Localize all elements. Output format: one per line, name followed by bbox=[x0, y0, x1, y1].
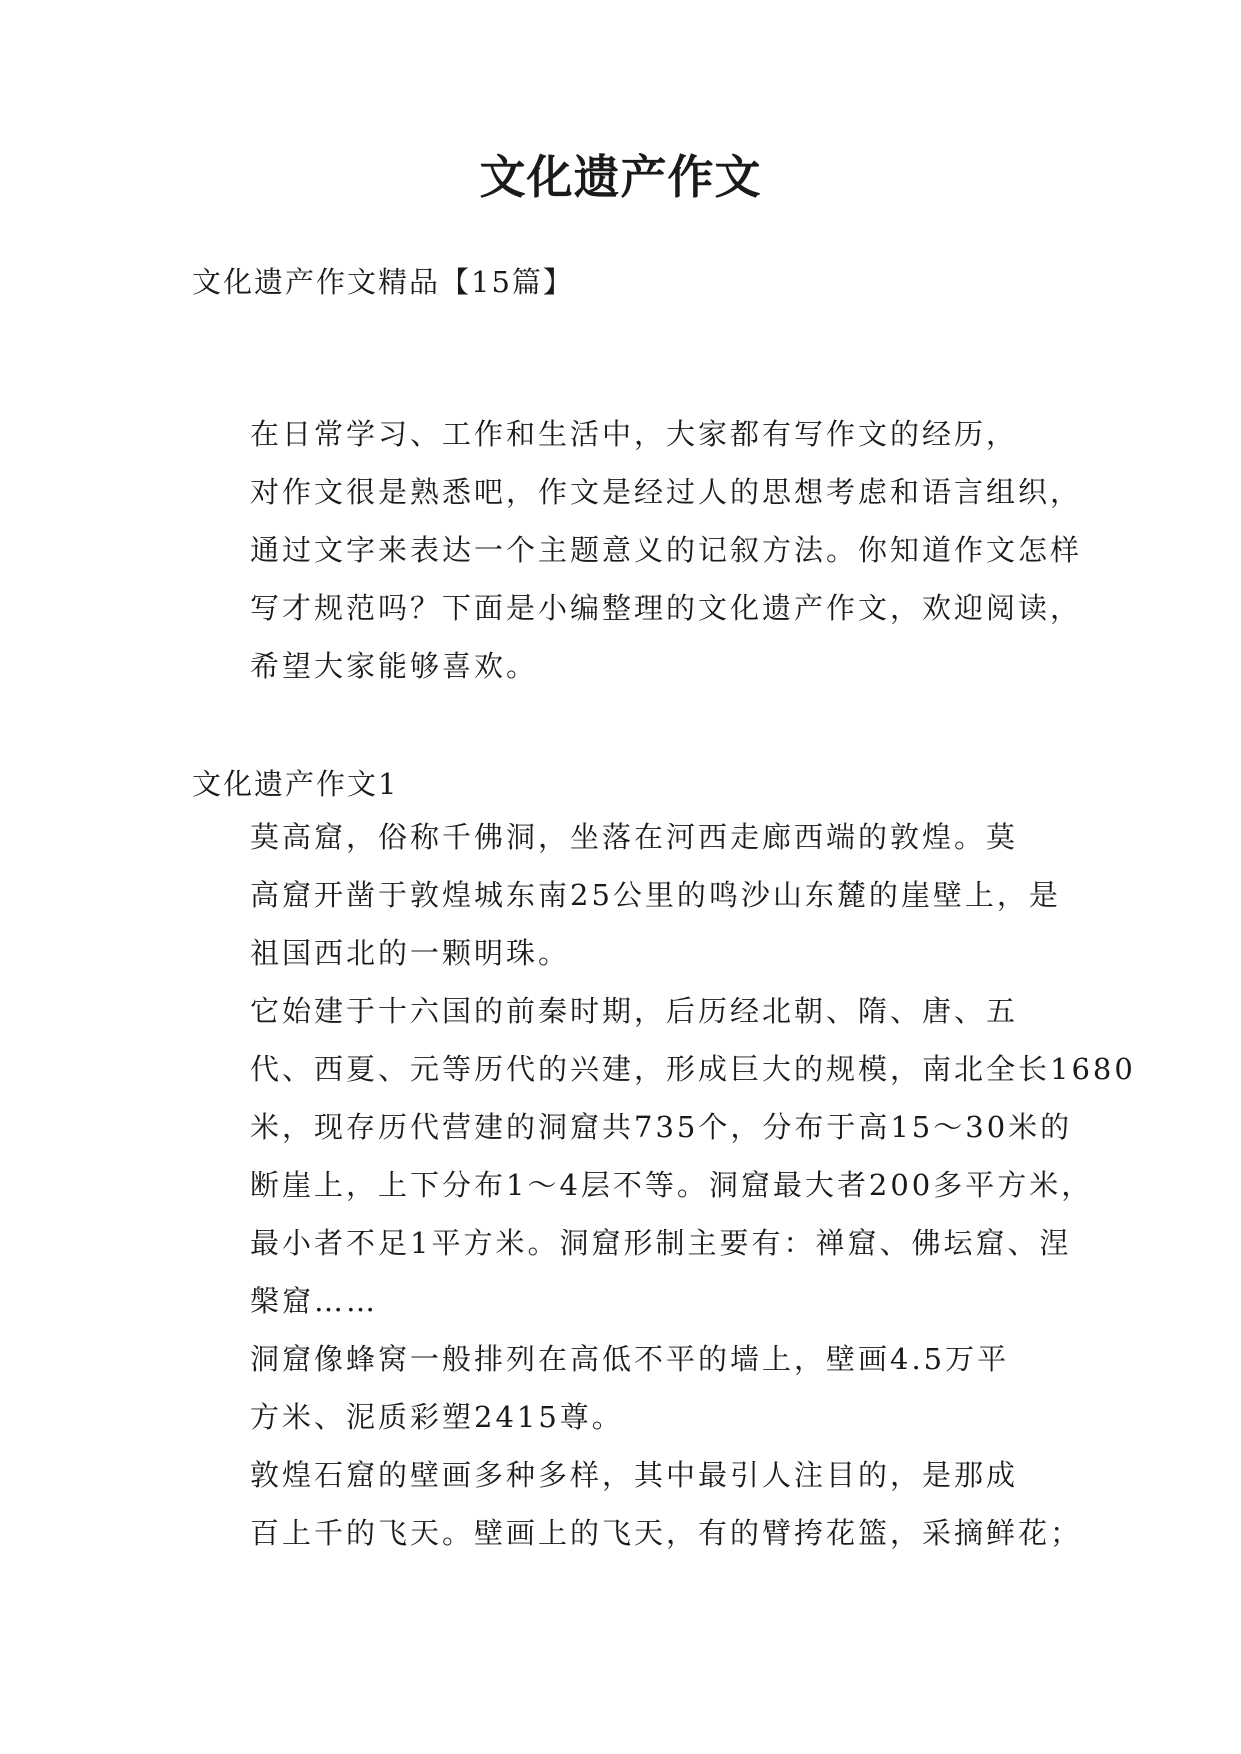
document-subtitle: 文化遗产作文精品【15篇】 bbox=[192, 265, 574, 299]
essay-paragraph bbox=[192, 982, 1136, 1330]
text-line: 在日常学习、工作和生活中，大家都有写作文的经历， bbox=[250, 417, 1019, 451]
text-line: 祖国西北的一颗明珠。 bbox=[250, 936, 571, 970]
text-line: 对作文很是熟悉吧，作文是经过人的思想考虑和语言组织， bbox=[250, 475, 1083, 509]
section-heading: 文化遗产作文1 bbox=[192, 767, 399, 801]
essay-body bbox=[192, 808, 1136, 1562]
intro-paragraph bbox=[192, 405, 1082, 695]
intro-text bbox=[192, 405, 1082, 695]
text-line: 方米、泥质彩塑2415尊。 bbox=[250, 1400, 624, 1434]
text-line: 洞窟像蜂窝一般排列在高低不平的墙上，壁画4.5万平 bbox=[250, 1342, 1010, 1376]
essay-paragraph bbox=[192, 808, 1082, 982]
text-line: 通过文字来表达一个主题意义的记叙方法。你知道作文怎样 bbox=[250, 533, 1083, 567]
text-line: 敦煌石窟的壁画多种多样，其中最引人注目的，是那成 bbox=[250, 1458, 1019, 1492]
text-line: 写才规范吗？下面是小编整理的文化遗产作文，欢迎阅读， bbox=[250, 591, 1083, 625]
text-line: 最小者不足1平方米。洞窟形制主要有：禅窟、佛坛窟、涅 bbox=[250, 1226, 1072, 1260]
text-line: 槃窟…… bbox=[250, 1284, 379, 1318]
text-line: 它始建于十六国的前秦时期，后历经北朝、隋、唐、五 bbox=[250, 994, 1019, 1028]
text-line: 米，现存历代营建的洞窟共735个，分布于高15～30米的 bbox=[250, 1110, 1073, 1144]
text-line: 莫高窟，俗称千佛洞，坐落在河西走廊西端的敦煌。莫 bbox=[250, 820, 1019, 854]
text-line: 断崖上，上下分布1～4层不等。洞窟最大者200多平方米， bbox=[250, 1168, 1094, 1202]
essay-paragraph bbox=[192, 1446, 1082, 1562]
essay-paragraph bbox=[192, 1330, 1082, 1446]
text-line: 高窟开凿于敦煌城东南25公里的鸣沙山东麓的崖壁上，是 bbox=[250, 878, 1061, 912]
text-line: 希望大家能够喜欢。 bbox=[250, 649, 539, 683]
text-line: 百上千的飞天。壁画上的飞天，有的臂挎花篮，采摘鲜花； bbox=[250, 1516, 1083, 1550]
document-title: 文化遗产作文 bbox=[479, 150, 762, 204]
text-line: 代、西夏、元等历代的兴建，形成巨大的规模，南北全长1680 bbox=[250, 1052, 1136, 1086]
